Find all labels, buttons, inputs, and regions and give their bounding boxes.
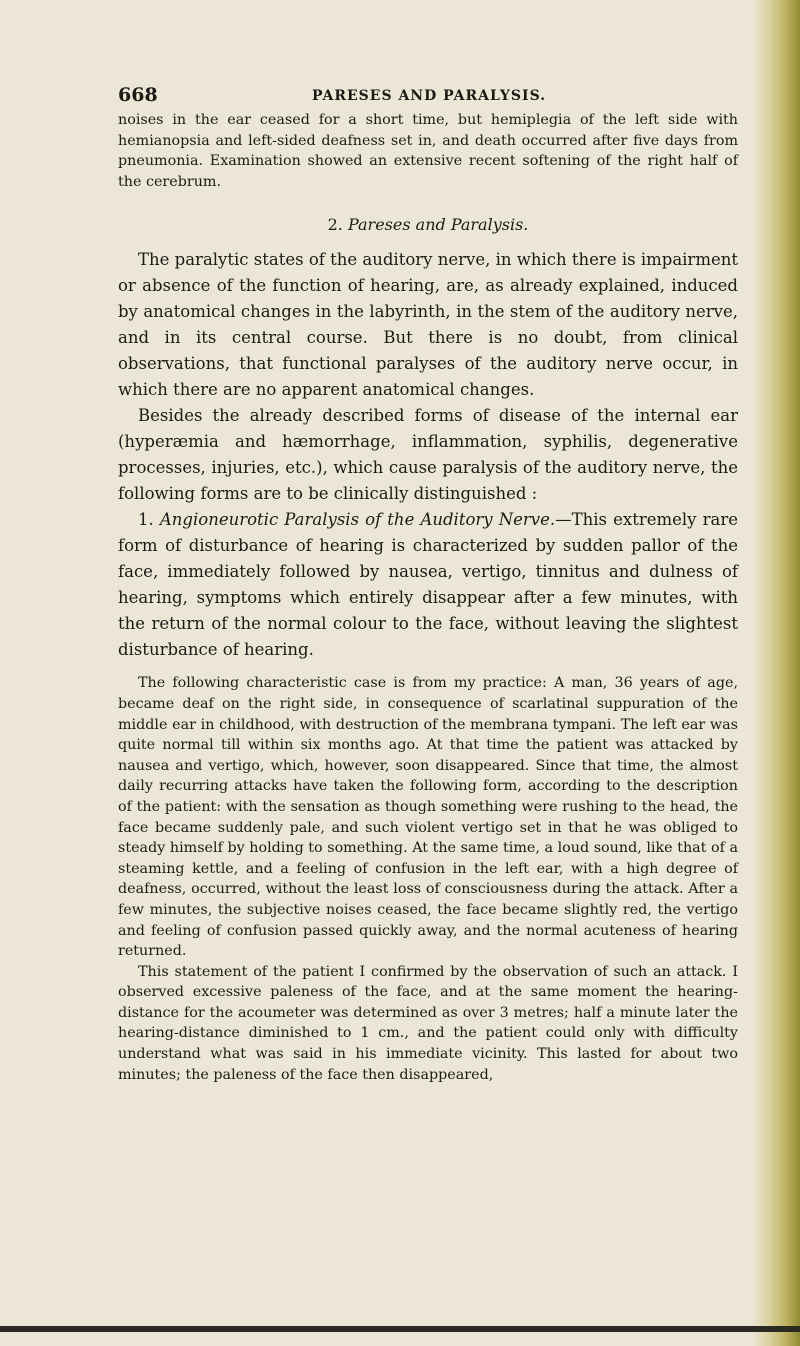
running-title: PARESES AND PARALYSIS. xyxy=(312,88,547,104)
page-content xyxy=(118,76,738,1085)
running-head xyxy=(118,76,738,110)
case-paragraph: The following characteristic case is from my practice: A man, 36 years of age, became deaf on the right side, in consequence of scarlatinal suppuration of the middle ear in childhood, with destruction of the membrana tympani. The left ear was quite normal till within six months ago. At that time the patient was attacked by nausea and vertigo, which, however, soon disappeared. Since that time, the almost daily recurring attacks have taken the following form, according to the description of the patient: with the sensation as though something were rushing to the head, the face became suddenly pale, and such violent vertigo set in that he was obliged to steady himself by holding to something. At the same time, a loud sound, like that of a steaming kettle, and a feeling of confusion in the left ear, with a high degree of deafness, occurred, without the least loss of consciousness during the attack. After a few minutes, the subjective noises ceased, the face became slightly red, the vertigo and feeling of confusion passed quickly away, and the normal acuteness of hearing returned. xyxy=(118,675,738,960)
case-paragraph: This statement of the patient I confirmed by the observation of such an attack. I observed excessive paleness of the face, and at the same moment the hearing-distance for the acoumeter was determined as over 3 metres; half a minute later the hearing-distance diminished to 1 cm., and the patient could only with difficulty understand what was said in his immediate vicinity. This lasted for about two minutes; the paleness of the face then disappeared, xyxy=(118,963,738,1083)
body-paragraph: Besides the already described forms of disease of the internal ear (hyperæmia and hæmorrhage, inflammation, syphilis, degenerative processes, injuries, etc.), which cause paralysis of the auditory nerve, the following forms are to be clinically distinguished : xyxy=(118,406,738,504)
section-title: Pareses and Paralysis. xyxy=(347,215,529,235)
item-title: Angioneurotic Paralysis of the Auditory Nerve. xyxy=(159,510,556,530)
section-heading xyxy=(118,215,738,234)
bottom-rule xyxy=(0,1326,800,1332)
body-paragraph: The paralytic states of the auditory nerve, in which there is impairment or absence of the function of hearing, are, as already explained, induced by anatomical changes in the labyrinth, in the stem of the auditory nerve, and in its central course. But there is no doubt, from clinical observations, that functional paralyses of the auditory nerve occur, in which there are no apparent anatomical changes. xyxy=(118,250,738,400)
section-number: 2. xyxy=(327,215,343,235)
item-number: 1. xyxy=(138,510,154,530)
numbered-item xyxy=(118,507,738,663)
page-edge xyxy=(752,0,800,1346)
page-number: 668 xyxy=(118,84,158,106)
item-text: —This extremely rare form of disturbance of hearing is characterized by sudden pallor of the face, immediately followed by nausea, vertigo, tinnitus and dulness of hearing, symptoms which entirely disappear after a few minutes, with the return of the normal colour to the face, without leaving the slightest disturbance of hearing. xyxy=(118,510,738,660)
intro-paragraph: noises in the ear ceased for a short time, but hemiplegia of the left side with hemianopsia and left-sided deafness set in, and death occurred after five days from pneumonia. Examination showed an extensive recent softening of the right half of the cerebrum. xyxy=(118,112,738,190)
